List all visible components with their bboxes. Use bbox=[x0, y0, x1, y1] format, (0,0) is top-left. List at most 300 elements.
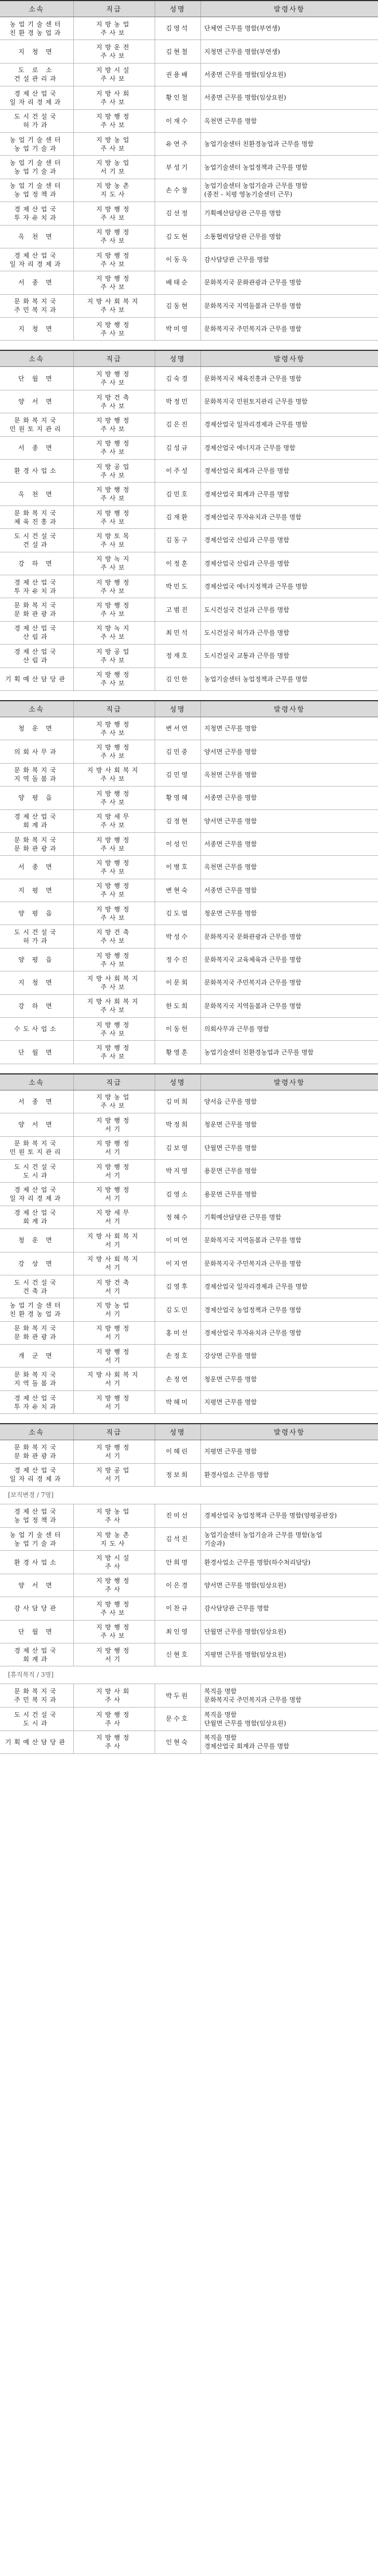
name-cell-text: 박성수 bbox=[166, 933, 190, 941]
org-cell bbox=[0, 1620, 73, 1643]
table-row bbox=[0, 1463, 378, 1486]
appointment-cell bbox=[200, 1113, 378, 1136]
rank-cell-text: 지방농업 주사 bbox=[96, 1507, 132, 1524]
name-cell bbox=[155, 809, 200, 832]
table-row bbox=[0, 575, 378, 598]
appointment-cell bbox=[200, 809, 378, 832]
appointment-cell bbox=[200, 1574, 378, 1597]
appointment-cell-text: 도시건설국 허가과 근무를 명함 bbox=[204, 629, 290, 637]
appointment-cell bbox=[200, 294, 378, 317]
rank-cell-text: 지방사회 주사보 bbox=[96, 89, 132, 106]
org-cell-text: 양 평 읍 bbox=[18, 956, 55, 964]
name-cell bbox=[155, 1252, 200, 1275]
rank-cell bbox=[73, 1504, 155, 1527]
org-cell bbox=[0, 202, 73, 225]
rank-cell-text: 지방행정 주사보 bbox=[96, 1623, 132, 1640]
rank-cell bbox=[73, 948, 155, 971]
appointment-cell bbox=[200, 994, 378, 1017]
appointment-cell bbox=[200, 645, 378, 667]
name-cell bbox=[155, 1159, 200, 1182]
name-cell bbox=[155, 1551, 200, 1574]
name-cell-text: 이지연 bbox=[166, 1259, 190, 1267]
name-cell bbox=[155, 832, 200, 855]
name-cell-text: 김영석 bbox=[166, 25, 190, 33]
org-cell bbox=[0, 1730, 73, 1753]
rank-cell-text: 지방농업 주사보 bbox=[96, 1093, 132, 1110]
name-cell-text: 박정민 bbox=[166, 398, 190, 406]
appointment-cell bbox=[200, 1708, 378, 1730]
name-cell-text: 김숙경 bbox=[166, 374, 190, 382]
name-cell-text: 이동욱 bbox=[166, 256, 190, 264]
appointment-cell bbox=[200, 902, 378, 925]
name-cell bbox=[155, 17, 200, 40]
table-row bbox=[0, 505, 378, 528]
org-cell bbox=[0, 86, 73, 109]
org-cell-text: 경제산업국 농업정책과 bbox=[14, 1507, 59, 1524]
appointment-cell-text: 경제산업국 산림과 근무를 명함 bbox=[204, 536, 290, 544]
appointment-cell bbox=[200, 740, 378, 763]
rank-cell bbox=[73, 1113, 155, 1136]
name-cell bbox=[155, 1708, 200, 1730]
org-cell-text: 양 서 면 bbox=[18, 1121, 55, 1129]
table-row bbox=[0, 1730, 378, 1753]
rank-cell-text: 지방행정 주사보 bbox=[96, 1600, 132, 1617]
appointment-cell bbox=[200, 367, 378, 390]
org-cell bbox=[0, 225, 73, 248]
header-org: 소속 bbox=[0, 701, 73, 717]
appointment-cell bbox=[200, 1643, 378, 1666]
name-cell-text: 박혜미 bbox=[166, 1398, 190, 1406]
name-cell bbox=[155, 86, 200, 109]
rank-cell bbox=[73, 505, 155, 528]
org-cell-text: 단 월 면 bbox=[18, 374, 55, 382]
table-row bbox=[0, 1620, 378, 1643]
rank-cell bbox=[73, 225, 155, 248]
appointment-table bbox=[0, 1423, 378, 1487]
table-row bbox=[0, 483, 378, 505]
table-row bbox=[0, 925, 378, 948]
appointment-cell bbox=[200, 1159, 378, 1182]
appointment-cell bbox=[200, 17, 378, 40]
appointment-cell-text: 경제산업국 에너지과 근무를 명함 bbox=[204, 444, 296, 452]
rank-cell bbox=[73, 1440, 155, 1463]
rank-cell bbox=[73, 436, 155, 459]
rank-cell-text: 지방행정 주사보 bbox=[96, 578, 132, 595]
name-cell-text: 김민영 bbox=[166, 771, 190, 779]
name-cell-text: 김은진 bbox=[166, 421, 190, 429]
table-row bbox=[0, 248, 378, 271]
table-row bbox=[0, 1345, 378, 1368]
rank-cell-text: 지방행정 서기 bbox=[96, 1325, 132, 1341]
name-cell-text: 김보영 bbox=[166, 1144, 190, 1152]
org-cell-text: 강 상 면 bbox=[18, 1259, 55, 1267]
org-cell bbox=[0, 483, 73, 505]
name-cell-text: 이주성 bbox=[166, 467, 190, 475]
org-cell-text: 기획예산담당관 bbox=[5, 675, 68, 683]
appointment-cell-text: 감사담당관 근무를 명함 bbox=[204, 256, 269, 264]
name-cell bbox=[155, 994, 200, 1017]
org-cell bbox=[0, 505, 73, 528]
table-row bbox=[0, 436, 378, 459]
rank-cell bbox=[73, 294, 155, 317]
appointment-cell bbox=[200, 413, 378, 436]
appointment-cell bbox=[200, 318, 378, 341]
name-cell bbox=[155, 109, 200, 132]
name-cell bbox=[155, 1620, 200, 1643]
appointment-cell-text: 옥천면 근무를 명함 bbox=[204, 863, 257, 871]
name-cell bbox=[155, 902, 200, 925]
name-cell bbox=[155, 1041, 200, 1064]
org-cell bbox=[0, 763, 73, 786]
rank-cell-text: 지방사회복지 서기 bbox=[87, 1255, 141, 1272]
rank-cell-text: 지방공업 주사보 bbox=[96, 647, 132, 664]
appointment-cell-text: 복직을 명함 문화복지국 주민복지과 근무를 명함 bbox=[204, 1688, 302, 1704]
table-row bbox=[0, 132, 378, 155]
org-cell-text: 도시건설국 허가과 bbox=[14, 929, 59, 945]
appointment-cell-text: 용문면 근무를 명함 bbox=[204, 1190, 257, 1198]
org-cell-text: 문화복지국 민원토지관리 bbox=[9, 416, 64, 433]
name-cell bbox=[155, 1527, 200, 1550]
rank-cell bbox=[73, 994, 155, 1017]
name-cell-text: 진미선 bbox=[166, 1512, 190, 1520]
org-cell bbox=[0, 1390, 73, 1413]
table-row bbox=[0, 994, 378, 1017]
appointment-cell bbox=[200, 552, 378, 575]
appointment-cell-text: 옥천면 근무를 명함 bbox=[204, 117, 257, 125]
appointment-cell bbox=[200, 763, 378, 786]
table-row bbox=[0, 763, 378, 786]
appointment-cell bbox=[200, 1440, 378, 1463]
org-cell-text: 농업기술센터 친환경농업과 bbox=[9, 20, 64, 37]
name-cell-text: 신현호 bbox=[166, 1651, 190, 1659]
org-cell bbox=[0, 740, 73, 763]
rank-cell-text: 지방행정 주사보 bbox=[96, 905, 132, 922]
org-cell-text: 경제산업국 일자리경제과 bbox=[9, 1186, 64, 1203]
rank-cell-text: 지방행정 서기 bbox=[96, 1163, 132, 1179]
org-cell-text: 도 로 소 건설관리과 bbox=[14, 66, 59, 83]
rank-cell bbox=[73, 318, 155, 341]
appointment-cell-text: 환경사업소 근무를 명함(하수처리담당) bbox=[204, 1558, 311, 1566]
org-cell-text: 경제산업국 일자리경제과 bbox=[9, 89, 64, 106]
org-cell-text: 경제산업국 산림과 bbox=[14, 647, 59, 664]
org-cell bbox=[0, 1368, 73, 1390]
appointment-cell bbox=[200, 1090, 378, 1113]
name-cell-text: 김현철 bbox=[166, 48, 190, 56]
org-cell bbox=[0, 598, 73, 621]
appointment-cell bbox=[200, 483, 378, 505]
appointment-cell bbox=[200, 460, 378, 483]
org-cell bbox=[0, 1574, 73, 1597]
rank-cell bbox=[73, 1275, 155, 1298]
org-cell bbox=[0, 17, 73, 40]
appointment-cell bbox=[200, 1463, 378, 1486]
rank-cell-text: 지방사회복지 주사보 bbox=[87, 767, 141, 783]
appointment-cell-text: 기획예산담당관 근무를 명함 bbox=[204, 210, 282, 218]
table-row bbox=[0, 971, 378, 994]
rank-cell-text: 지방행정 서기 bbox=[96, 1394, 132, 1411]
appointment-cell bbox=[200, 225, 378, 248]
name-cell-text: 박두원 bbox=[166, 1692, 190, 1700]
name-cell bbox=[155, 1113, 200, 1136]
org-cell-text: 도시건설국 도시과 bbox=[14, 1710, 59, 1727]
rank-cell-text: 지방시설 주사보 bbox=[96, 66, 132, 83]
appointment-cell bbox=[200, 717, 378, 740]
table-header-row bbox=[0, 350, 378, 367]
org-cell bbox=[0, 271, 73, 294]
rank-cell bbox=[73, 1159, 155, 1182]
rank-cell bbox=[73, 1345, 155, 1368]
appointment-cell-text: 소통협력담당관 근무를 명함 bbox=[204, 232, 282, 240]
appointment-cell bbox=[200, 40, 378, 63]
name-cell bbox=[155, 1390, 200, 1413]
org-cell-text: 경제산업국 회계과 bbox=[14, 1646, 59, 1663]
appointment-cell-text: 경제산업국 농업정책과 근무를 명함(양평공판장) bbox=[204, 1512, 337, 1520]
table-header-row bbox=[0, 1074, 378, 1091]
table-row bbox=[0, 460, 378, 483]
section-note: [휴직복직 / 3명] bbox=[0, 1666, 378, 1684]
appointment-cell-text: 문화복지국 주민복지과 근무를 명함 bbox=[204, 979, 302, 987]
table-row bbox=[0, 1597, 378, 1620]
org-cell-text: 문화복지국 지역돌봄과 bbox=[14, 1371, 59, 1388]
table-row bbox=[0, 1229, 378, 1252]
table-row bbox=[0, 294, 378, 317]
rank-cell-text: 지방행정 주사보 bbox=[96, 744, 132, 760]
appointment-cell bbox=[200, 505, 378, 528]
appointment-cell-text: 환경사업소 근무를 명함 bbox=[204, 1471, 269, 1479]
name-cell bbox=[155, 1183, 200, 1206]
rank-cell bbox=[73, 621, 155, 644]
appointment-cell-text: 서종면 근무를 명함 bbox=[204, 840, 257, 848]
org-cell-text: 감사담당관 bbox=[14, 1605, 59, 1613]
org-cell-text: 단 월 면 bbox=[18, 1048, 55, 1056]
org-cell-text: 농업기술센터 친환경농업과 bbox=[9, 1302, 64, 1318]
appointment-cell bbox=[200, 1620, 378, 1643]
rank-cell-text: 지방사회복지 주사보 bbox=[87, 298, 141, 314]
appointment-cell bbox=[200, 948, 378, 971]
header-org: 소속 bbox=[0, 1, 73, 17]
appointment-cell-text: 양서읍 근무를 명함 bbox=[204, 1097, 257, 1105]
org-cell-text: 경제산업국 회계과 bbox=[14, 813, 59, 829]
org-cell bbox=[0, 460, 73, 483]
rank-cell-text: 지방행정 주사보 bbox=[96, 228, 132, 245]
name-cell-text: 변서연 bbox=[166, 725, 190, 733]
org-cell bbox=[0, 1527, 73, 1550]
org-cell bbox=[0, 1090, 73, 1113]
appointment-cell-text: 문화복지국 교육체육과 근무를 명함 bbox=[204, 956, 302, 964]
name-cell bbox=[155, 598, 200, 621]
table-row bbox=[0, 529, 378, 552]
name-cell bbox=[155, 40, 200, 63]
name-cell bbox=[155, 390, 200, 413]
rank-cell bbox=[73, 390, 155, 413]
table-row bbox=[0, 63, 378, 86]
rank-cell-text: 지방행정 주사보 bbox=[96, 486, 132, 503]
org-cell bbox=[0, 436, 73, 459]
header-org: 소속 bbox=[0, 1074, 73, 1091]
name-cell-text: 정재호 bbox=[166, 652, 190, 660]
table-row bbox=[0, 1041, 378, 1064]
table-row bbox=[0, 1504, 378, 1527]
appointment-cell-text: 농업기술센터 농업기술과 근무를 명함(농업 기술과) bbox=[204, 1531, 322, 1547]
name-cell bbox=[155, 413, 200, 436]
table-row bbox=[0, 1252, 378, 1275]
appointment-cell bbox=[200, 1229, 378, 1252]
table-row bbox=[0, 856, 378, 879]
rank-cell-text: 지방세무 서기 bbox=[96, 1209, 132, 1226]
name-cell-text: 고범진 bbox=[166, 606, 190, 614]
header-name: 성명 bbox=[155, 350, 200, 367]
appointment-cell-text: 경제산업국 일자리경제과 근무를 명함 bbox=[204, 421, 308, 429]
org-cell bbox=[0, 413, 73, 436]
org-cell bbox=[0, 621, 73, 644]
rank-cell bbox=[73, 179, 155, 202]
appointment-cell-text: 양서면 근무를 명함(임상요원) bbox=[204, 1581, 286, 1589]
appointment-cell-text: 문화복지국 지역돌봄과 근무를 명함 bbox=[204, 1236, 302, 1244]
org-cell bbox=[0, 1136, 73, 1159]
appointment-cell bbox=[200, 390, 378, 413]
rank-cell bbox=[73, 248, 155, 271]
rank-cell bbox=[73, 879, 155, 902]
name-cell bbox=[155, 436, 200, 459]
rank-cell bbox=[73, 413, 155, 436]
rank-cell-text: 지방행정 주사보 bbox=[96, 416, 132, 433]
org-cell bbox=[0, 667, 73, 690]
rank-cell-text: 지방행정 서기 bbox=[96, 1186, 132, 1203]
header-appointment: 발령사항 bbox=[200, 1074, 378, 1091]
rank-cell-text: 지방행정 주사보 bbox=[96, 274, 132, 291]
section-note: [보직변경 / 7명] bbox=[0, 1487, 378, 1504]
name-cell bbox=[155, 971, 200, 994]
rank-cell bbox=[73, 1463, 155, 1486]
name-cell-text: 이은경 bbox=[166, 1581, 190, 1589]
appointment-cell bbox=[200, 1504, 378, 1527]
org-cell-text: 도시건설국 도시과 bbox=[14, 1163, 59, 1179]
org-cell-text: 옥 천 면 bbox=[18, 490, 55, 498]
org-cell-text: 문화복지국 체육진흥과 bbox=[14, 509, 59, 526]
name-cell-text: 이혜린 bbox=[166, 1448, 190, 1456]
org-cell-text: 농업기술센터 농업기술과 bbox=[9, 159, 64, 176]
rank-cell-text: 지방농촌 지도사 bbox=[96, 182, 132, 199]
appointment-cell-text: 농업기술센터 농업정책과 근무를 명함 bbox=[204, 675, 308, 683]
org-cell-text: 경제산업국 일자리경제과 bbox=[9, 1467, 64, 1483]
header-name: 성명 bbox=[155, 1424, 200, 1440]
table-row bbox=[0, 179, 378, 202]
rank-cell-text: 지방행정 주사 bbox=[96, 1577, 132, 1594]
appointment-cell bbox=[200, 132, 378, 155]
org-cell bbox=[0, 787, 73, 809]
header-name: 성명 bbox=[155, 1, 200, 17]
table-row bbox=[0, 17, 378, 40]
name-cell-text: 김선정 bbox=[166, 210, 190, 218]
appointment-cell-text: 서종면 근무를 명함 bbox=[204, 794, 257, 802]
appointment-cell bbox=[200, 1252, 378, 1275]
org-cell bbox=[0, 1229, 73, 1252]
org-cell-text: 문화복지국 지역돌봄과 bbox=[14, 767, 59, 783]
appointment-cell bbox=[200, 1206, 378, 1228]
org-cell bbox=[0, 1159, 73, 1182]
org-cell-text: 문화복지국 문화관광과 bbox=[14, 602, 59, 618]
table-row bbox=[0, 948, 378, 971]
appointment-cell-text: 농업기술센터 농업기술과 근무를 명함 (종전 - 치평 영농기술센터 근무) bbox=[204, 182, 308, 199]
rank-cell bbox=[73, 86, 155, 109]
appointment-cell-text: 청운면 근무를 명함 bbox=[204, 1375, 257, 1383]
org-cell bbox=[0, 948, 73, 971]
rank-cell bbox=[73, 1298, 155, 1321]
name-cell-text: 김동구 bbox=[166, 536, 190, 544]
name-cell-text: 김도민 bbox=[166, 1306, 190, 1314]
name-cell bbox=[155, 879, 200, 902]
appointment-cell-text: 서종면 근무를 명함(임상요원) bbox=[204, 70, 286, 78]
name-cell-text: 배태순 bbox=[166, 279, 190, 287]
appointment-cell bbox=[200, 248, 378, 271]
rank-cell bbox=[73, 1684, 155, 1707]
appointment-cell bbox=[200, 1551, 378, 1574]
rank-cell bbox=[73, 832, 155, 855]
org-cell bbox=[0, 529, 73, 552]
org-cell-text: 서 종 면 bbox=[18, 1097, 55, 1105]
name-cell bbox=[155, 318, 200, 341]
appointment-cell bbox=[200, 1597, 378, 1620]
appointment-cell-text: 청운면 근무를 명함 bbox=[204, 910, 257, 918]
appointment-cell bbox=[200, 109, 378, 132]
org-cell-text: 농업기술센터 농업정책과 bbox=[9, 182, 64, 199]
name-cell-text: 김재환 bbox=[166, 513, 190, 521]
name-cell bbox=[155, 271, 200, 294]
rank-cell-text: 지방행정 주사보 bbox=[96, 951, 132, 968]
appointment-table bbox=[0, 700, 378, 1064]
org-cell-text: 양 평 읍 bbox=[18, 794, 55, 802]
header-rank: 직급 bbox=[73, 701, 155, 717]
name-cell-text: 김정현 bbox=[166, 817, 190, 825]
name-cell bbox=[155, 1684, 200, 1707]
rank-cell-text: 지방토목 주사보 bbox=[96, 532, 132, 548]
rank-cell-text: 지방건축 주사보 bbox=[96, 929, 132, 945]
org-cell-text: 경제산업국 일자리경제과 bbox=[9, 251, 64, 268]
name-cell-text: 김영후 bbox=[166, 1283, 190, 1291]
org-cell-text: 지 평 면 bbox=[18, 886, 55, 894]
appointment-cell bbox=[200, 436, 378, 459]
rank-cell-text: 지방사회복지 서기 bbox=[87, 1371, 141, 1388]
name-cell bbox=[155, 1018, 200, 1041]
rank-cell bbox=[73, 575, 155, 598]
org-cell-text: 농업기술센터 농업기술과 bbox=[9, 1531, 64, 1547]
rank-cell bbox=[73, 1390, 155, 1413]
header-rank: 직급 bbox=[73, 1424, 155, 1440]
name-cell-text: 이재수 bbox=[166, 117, 190, 125]
name-cell-text: 정보희 bbox=[166, 1471, 190, 1479]
rank-cell-text: 지방행정 주사보 bbox=[96, 882, 132, 899]
name-cell bbox=[155, 1574, 200, 1597]
org-cell-text: 경제산업국 투자유치과 bbox=[14, 578, 59, 595]
rank-cell-text: 지방행정 주사보 bbox=[96, 370, 132, 387]
org-cell-text: 도시건설국 건설과 bbox=[14, 532, 59, 548]
org-cell bbox=[0, 1298, 73, 1321]
appointment-cell-text: 청운면 근무를 명함 bbox=[204, 1121, 257, 1129]
rank-cell-text: 지방행정 주사보 bbox=[96, 859, 132, 875]
appointment-cell bbox=[200, 787, 378, 809]
name-cell-text: 이성인 bbox=[166, 840, 190, 848]
table-row bbox=[0, 832, 378, 855]
org-cell-text: 지 청 면 bbox=[18, 48, 55, 56]
org-cell-text: 농업기술센터 농업기술과 bbox=[9, 136, 64, 152]
appointment-cell-text: 농업기술센터 친환경농업과 근무를 명함 bbox=[204, 1048, 314, 1056]
table-row bbox=[0, 40, 378, 63]
table-row bbox=[0, 1206, 378, 1228]
table-row bbox=[0, 109, 378, 132]
org-cell-text: 지 청 면 bbox=[18, 325, 55, 333]
name-cell bbox=[155, 1345, 200, 1368]
appointment-cell bbox=[200, 529, 378, 552]
